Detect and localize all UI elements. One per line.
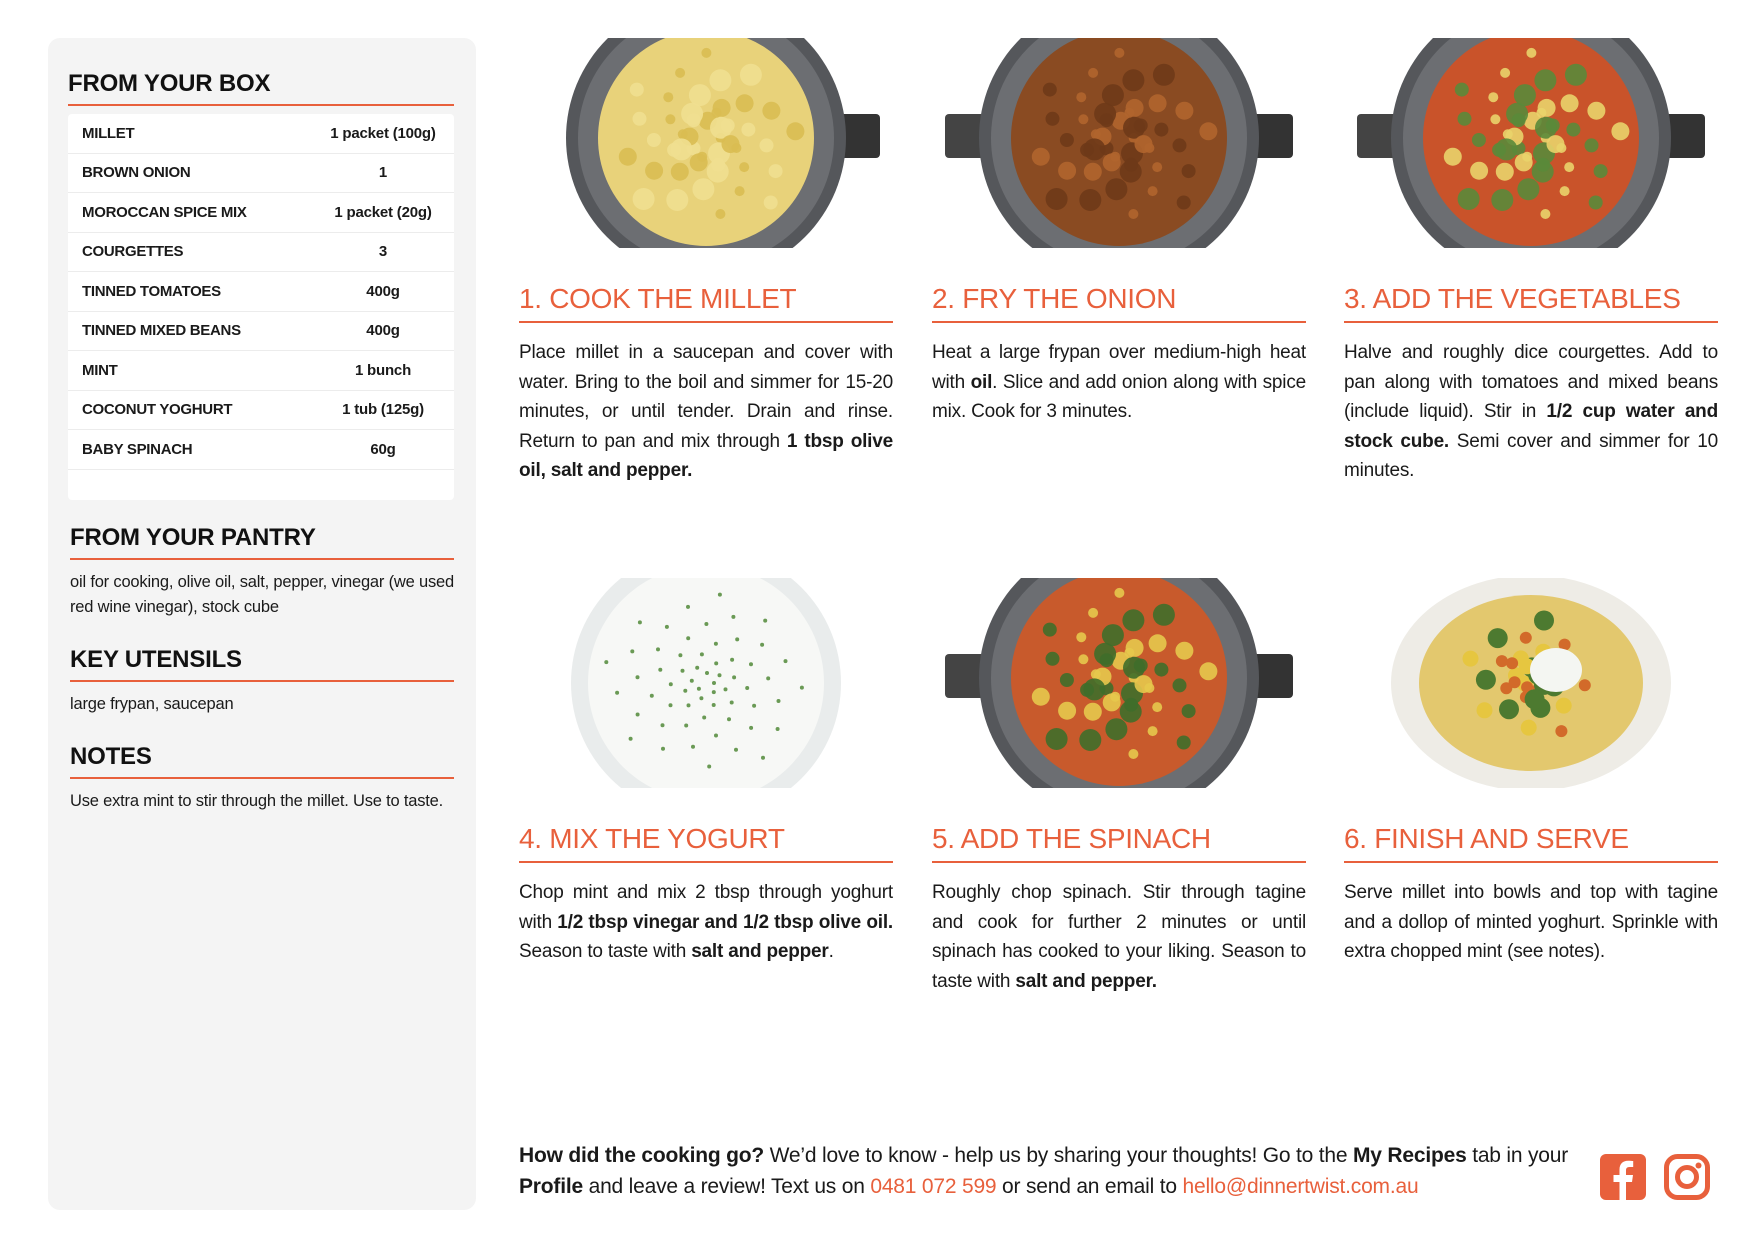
instagram-icon[interactable] <box>1664 1154 1710 1200</box>
step-6-title: 6. FINISH AND SERVE <box>1344 823 1718 863</box>
step-6-instructions <box>1344 878 1718 967</box>
ingredient-row <box>68 351 454 391</box>
ingredient-row <box>68 430 454 470</box>
utensils-text: large frypan, saucepan <box>70 695 234 713</box>
ingredient-qty: 60g <box>370 440 396 458</box>
ingredient-name: MOROCCAN SPICE MIX <box>82 203 247 221</box>
ingredient-qty: 1 packet (20g) <box>334 203 432 221</box>
step-5-photo <box>939 578 1299 788</box>
ingredient-name: COCONUT YOGHURT <box>82 401 233 419</box>
ingredient-qty: 1 <box>378 164 388 182</box>
step-1-instructions <box>519 338 893 486</box>
ingredient-name: MILLET <box>82 124 135 142</box>
ingredient-name: BROWN ONION <box>82 164 191 182</box>
ingredients-table <box>68 114 454 500</box>
profile-label: Profile <box>519 1175 583 1198</box>
instruction-text: Semi cover and simmer for 10 minutes. <box>1344 430 1719 481</box>
ingredient-name: COURGETTES <box>82 243 184 261</box>
instruction-text: Season to taste with <box>519 941 692 962</box>
utensils-title: KEY UTENSILS <box>70 646 454 682</box>
instruction-emphasis: oil <box>970 371 993 393</box>
from-your-box-title: FROM YOUR BOX <box>68 70 454 106</box>
instruction-emphasis: 1/2 tbsp vinegar and 1/2 tbsp olive oil. <box>557 911 893 933</box>
instruction-text: Roughly chop spinach. Stir through tagine and cook for further 2 minutes or until spinach has cooked to your liking. Season to taste with <box>932 882 1306 992</box>
notes-section <box>70 743 454 814</box>
ingredient-qty: 3 <box>378 243 388 261</box>
from-your-box-section <box>68 70 454 500</box>
email-link[interactable]: hello@dinnertwist.com.au <box>1182 1175 1419 1198</box>
step-3-title: 3. ADD THE VEGETABLES <box>1344 283 1718 323</box>
ingredient-row <box>68 114 454 154</box>
ingredient-qty: 400g <box>366 282 400 300</box>
instruction-emphasis: salt and pepper <box>691 941 829 962</box>
utensils-section <box>70 646 454 717</box>
ingredient-name: MINT <box>82 361 118 379</box>
step-2-instructions <box>932 338 1306 427</box>
ingredient-name: TINNED TOMATOES <box>82 282 221 300</box>
notes-text: Use extra mint to stir through the millet. Use to taste. <box>70 792 444 810</box>
step-5-title: 5. ADD THE SPINACH <box>932 823 1306 863</box>
ingredient-row <box>68 391 454 431</box>
ingredient-row <box>68 193 454 233</box>
step-2-photo <box>939 38 1299 248</box>
step-4-instructions <box>519 878 893 967</box>
feedback-footer <box>519 1140 1579 1202</box>
ingredient-qty: 1 bunch <box>354 361 412 379</box>
instruction-text: . Slice and add onion along with spice mix. Cook for 3 minutes. <box>932 371 1306 422</box>
step-3-photo <box>1351 38 1711 248</box>
step-4-title: 4. MIX THE YOGURT <box>519 823 893 863</box>
footer-text-4: or send an email to <box>996 1175 1183 1198</box>
step-4-photo <box>526 578 886 788</box>
ingredient-qty: 400g <box>366 322 400 340</box>
ingredient-row <box>68 312 454 352</box>
step-1-photo <box>526 38 886 248</box>
instruction-text: . <box>828 941 834 962</box>
ingredient-qty: 1 tub (125g) <box>342 401 424 419</box>
ingredients-panel <box>48 38 476 1210</box>
footer-text-2: tab in your <box>1466 1144 1569 1167</box>
instruction-emphasis: 1 tbsp olive oil, salt and pepper. <box>519 430 893 481</box>
instruction-emphasis: salt and pepper. <box>1015 970 1157 992</box>
step-6-photo <box>1351 578 1711 788</box>
ingredient-row <box>68 154 454 194</box>
ingredient-row <box>68 233 454 273</box>
notes-title: NOTES <box>70 743 454 779</box>
pantry-text: oil for cooking, olive oil, salt, pepper, vinegar (we used red wine vinegar), stock cube <box>70 573 454 616</box>
instruction-text: Heat a large frypan over medium-high heat with <box>932 342 1306 393</box>
ingredient-qty: 1 packet (100g) <box>330 124 436 142</box>
step-5-instructions <box>932 878 1306 996</box>
phone-link[interactable]: 0481 072 599 <box>870 1175 997 1198</box>
step-1-title: 1. COOK THE MILLET <box>519 283 893 323</box>
ingredient-name: BABY SPINACH <box>82 440 193 458</box>
instruction-text: Place millet in a saucepan and cover with water. Bring to the boil and simmer for 15-20 minutes, or until tender. Drain and rinse. Return to pan and mix through <box>519 342 893 452</box>
instruction-text: Halve and roughly dice courgettes. Add to pan along with tomatoes and mixed beans (include liquid). Stir in <box>1344 342 1718 422</box>
step-3-instructions <box>1344 338 1718 486</box>
footer-text-3: and leave a review! Text us on <box>582 1175 871 1198</box>
instruction-emphasis: 1/2 cup water and stock cube. <box>1344 401 1718 452</box>
instruction-text: Serve millet into bowls and top with tagine and a dollop of minted yoghurt. Sprinkle with extra chopped mint (see notes). <box>1344 882 1718 962</box>
footer-text-1: We’d love to know - help us by sharing your thoughts! Go to the <box>764 1144 1353 1167</box>
my-recipes-label: My Recipes <box>1353 1144 1467 1167</box>
instruction-text: Chop mint and mix 2 tbsp through yoghurt with <box>519 882 893 933</box>
step-2-title: 2. FRY THE ONION <box>932 283 1306 323</box>
facebook-icon[interactable] <box>1600 1154 1646 1200</box>
footer-question: How did the cooking go? <box>519 1144 765 1167</box>
pantry-section <box>70 524 454 620</box>
ingredient-name: TINNED MIXED BEANS <box>82 322 241 340</box>
pantry-title: FROM YOUR PANTRY <box>70 524 454 560</box>
ingredient-row <box>68 272 454 312</box>
